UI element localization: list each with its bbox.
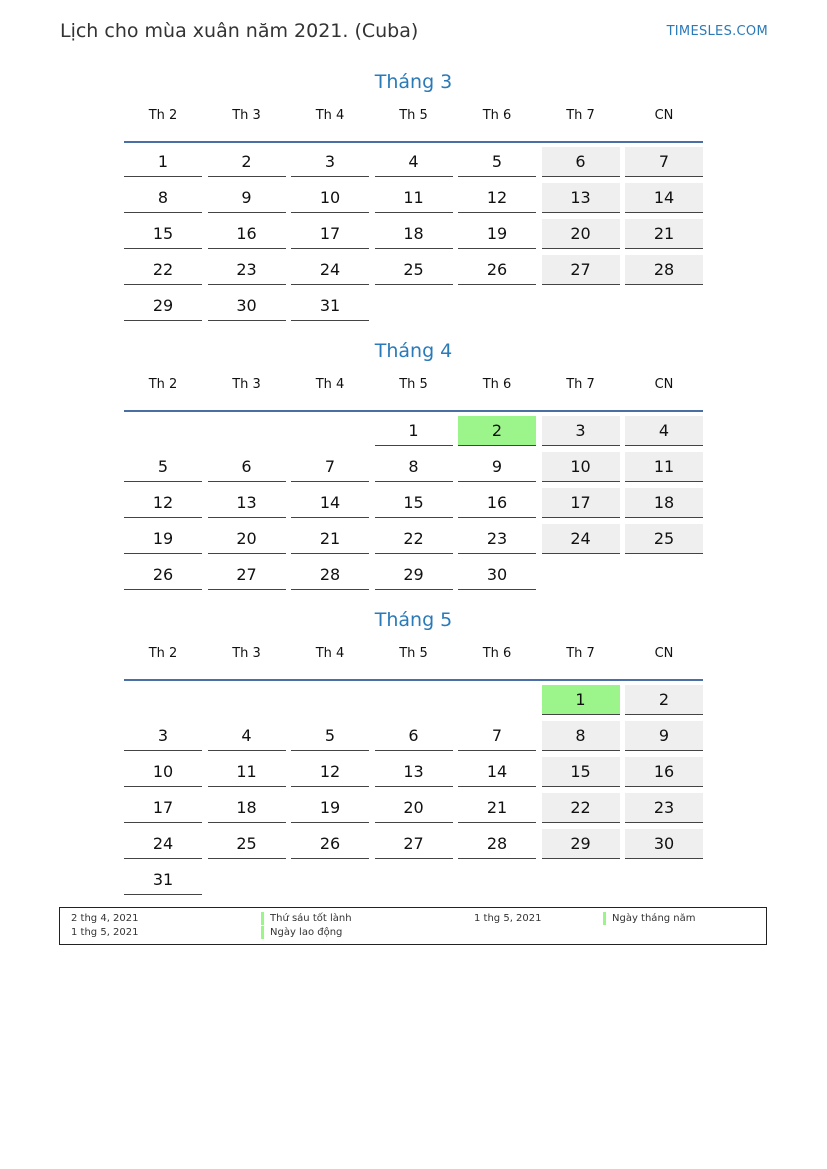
- day-cell: 9: [458, 452, 536, 482]
- day-cell: 26: [458, 255, 536, 285]
- weekday-label: Th 6: [482, 108, 512, 123]
- day-cell: 28: [458, 829, 536, 859]
- weekday-label: CN: [654, 108, 674, 123]
- day-cell: 11: [375, 183, 453, 213]
- day-cell: 10: [124, 757, 202, 787]
- weekday-header-row: [124, 105, 703, 143]
- day-cell: 18: [208, 793, 286, 823]
- day-cell: 7: [291, 452, 369, 482]
- weekday-label: Th 7: [566, 377, 595, 392]
- weekday-label: Th 4: [315, 646, 345, 661]
- legend-holiday-name: Ngày lao động: [261, 926, 342, 939]
- weekday-label: Th 2: [148, 108, 178, 123]
- day-cell: 4: [208, 721, 286, 751]
- weekday-label: CN: [654, 646, 674, 661]
- day-cell: 23: [458, 524, 536, 554]
- page-title: Lịch cho mùa xuân năm 2021. (Cuba): [60, 20, 419, 42]
- day-cell: 2: [208, 147, 286, 177]
- day-cell: 27: [375, 829, 453, 859]
- day-cell: 25: [208, 829, 286, 859]
- month-calendar-april: [124, 338, 703, 596]
- weekday-label: Th 2: [148, 377, 178, 392]
- weekday-label: Th 3: [232, 108, 261, 123]
- day-cell: 20: [208, 524, 286, 554]
- day-cell: 20: [375, 793, 453, 823]
- day-cell: 12: [124, 488, 202, 518]
- day-cell: 18: [625, 488, 703, 518]
- day-cell: 13: [542, 183, 620, 213]
- day-cell: 27: [542, 255, 620, 285]
- weekday-header-row: [124, 374, 703, 412]
- day-cell: 17: [542, 488, 620, 518]
- day-cell: 28: [625, 255, 703, 285]
- holiday-legend: [59, 907, 767, 945]
- day-cell: 11: [208, 757, 286, 787]
- day-cell: 16: [625, 757, 703, 787]
- day-cell: 19: [291, 793, 369, 823]
- day-cell: 29: [375, 560, 453, 590]
- legend-holiday-name: Thứ sáu tốt lành: [261, 912, 352, 925]
- month-calendar-march: [124, 69, 703, 327]
- day-cell: 22: [124, 255, 202, 285]
- day-cell: 5: [458, 147, 536, 177]
- day-cell: 21: [458, 793, 536, 823]
- weekday-label: Th 5: [399, 108, 428, 123]
- day-cell: 3: [291, 147, 369, 177]
- day-cell: 17: [291, 219, 369, 249]
- day-cell: 12: [458, 183, 536, 213]
- day-cell: 10: [542, 452, 620, 482]
- weekday-label: Th 3: [232, 377, 261, 392]
- day-cell: 25: [375, 255, 453, 285]
- weekday-label: Th 6: [482, 377, 512, 392]
- day-cell: 12: [291, 757, 369, 787]
- page-header: [60, 18, 768, 48]
- day-cell: 21: [625, 219, 703, 249]
- weekday-label: Th 5: [399, 646, 428, 661]
- month-calendar-may: [124, 607, 703, 901]
- day-cell: 24: [542, 524, 620, 554]
- day-cell: 8: [542, 721, 620, 751]
- legend-holiday-name: Ngày tháng năm: [603, 912, 696, 925]
- weekday-label: Th 4: [315, 108, 345, 123]
- day-cell: 23: [208, 255, 286, 285]
- day-cell: 13: [375, 757, 453, 787]
- day-cell: 7: [625, 147, 703, 177]
- day-cell: 16: [458, 488, 536, 518]
- weekday-label: Th 3: [232, 646, 261, 661]
- day-cell: 21: [291, 524, 369, 554]
- day-grid: [124, 416, 703, 596]
- day-cell: 28: [291, 560, 369, 590]
- day-cell: 14: [458, 757, 536, 787]
- month-title: Tháng 4: [374, 340, 453, 362]
- day-cell: 6: [208, 452, 286, 482]
- weekday-label: CN: [654, 377, 674, 392]
- day-cell: 5: [124, 452, 202, 482]
- day-cell: 14: [625, 183, 703, 213]
- legend-date: 1 thg 5, 2021: [474, 913, 542, 924]
- day-cell: 19: [124, 524, 202, 554]
- day-cell: 26: [291, 829, 369, 859]
- brand-link[interactable]: TIMESLES.COM: [666, 24, 768, 39]
- day-cell: 4: [375, 147, 453, 177]
- day-cell: 15: [124, 219, 202, 249]
- day-cell: 13: [208, 488, 286, 518]
- day-cell: 14: [291, 488, 369, 518]
- day-cell: 8: [124, 183, 202, 213]
- legend-date: 1 thg 5, 2021: [71, 927, 139, 938]
- day-cell: 11: [625, 452, 703, 482]
- weekday-label: Th 7: [566, 646, 595, 661]
- day-cell: 15: [375, 488, 453, 518]
- weekday-label: Th 4: [315, 377, 345, 392]
- day-cell: 9: [208, 183, 286, 213]
- weekday-label: Th 5: [399, 377, 428, 392]
- day-cell: 3: [542, 416, 620, 446]
- day-cell: 30: [208, 291, 286, 321]
- day-cell: 17: [124, 793, 202, 823]
- holiday-day-cell: 2: [458, 416, 536, 446]
- day-grid: [124, 147, 703, 327]
- day-cell: 31: [124, 865, 202, 895]
- day-cell: 25: [625, 524, 703, 554]
- weekday-header-row: [124, 643, 703, 681]
- day-cell: 9: [625, 721, 703, 751]
- day-cell: 30: [458, 560, 536, 590]
- weekday-label: Th 6: [482, 646, 512, 661]
- day-cell: 30: [625, 829, 703, 859]
- day-cell: 3: [124, 721, 202, 751]
- day-cell: 22: [375, 524, 453, 554]
- day-cell: 27: [208, 560, 286, 590]
- day-grid: [124, 685, 703, 901]
- day-cell: 6: [375, 721, 453, 751]
- weekday-label: Th 2: [148, 646, 178, 661]
- day-cell: 5: [291, 721, 369, 751]
- day-cell: 22: [542, 793, 620, 823]
- weekday-label: Th 7: [566, 108, 595, 123]
- day-cell: 4: [625, 416, 703, 446]
- month-title: Tháng 5: [374, 609, 453, 631]
- day-cell: 20: [542, 219, 620, 249]
- day-cell: 1: [375, 416, 453, 446]
- day-cell: 2: [625, 685, 703, 715]
- day-cell: 8: [375, 452, 453, 482]
- day-cell: 16: [208, 219, 286, 249]
- day-cell: 26: [124, 560, 202, 590]
- day-cell: 31: [291, 291, 369, 321]
- day-cell: 10: [291, 183, 369, 213]
- day-cell: 29: [542, 829, 620, 859]
- day-cell: 7: [458, 721, 536, 751]
- day-cell: 29: [124, 291, 202, 321]
- day-cell: 23: [625, 793, 703, 823]
- month-title: Tháng 3: [374, 71, 453, 93]
- day-cell: 24: [291, 255, 369, 285]
- day-cell: 1: [124, 147, 202, 177]
- day-cell: 24: [124, 829, 202, 859]
- day-cell: 6: [542, 147, 620, 177]
- day-cell: 19: [458, 219, 536, 249]
- day-cell: 18: [375, 219, 453, 249]
- legend-date: 2 thg 4, 2021: [71, 913, 139, 924]
- holiday-day-cell: 1: [542, 685, 620, 715]
- day-cell: 15: [542, 757, 620, 787]
